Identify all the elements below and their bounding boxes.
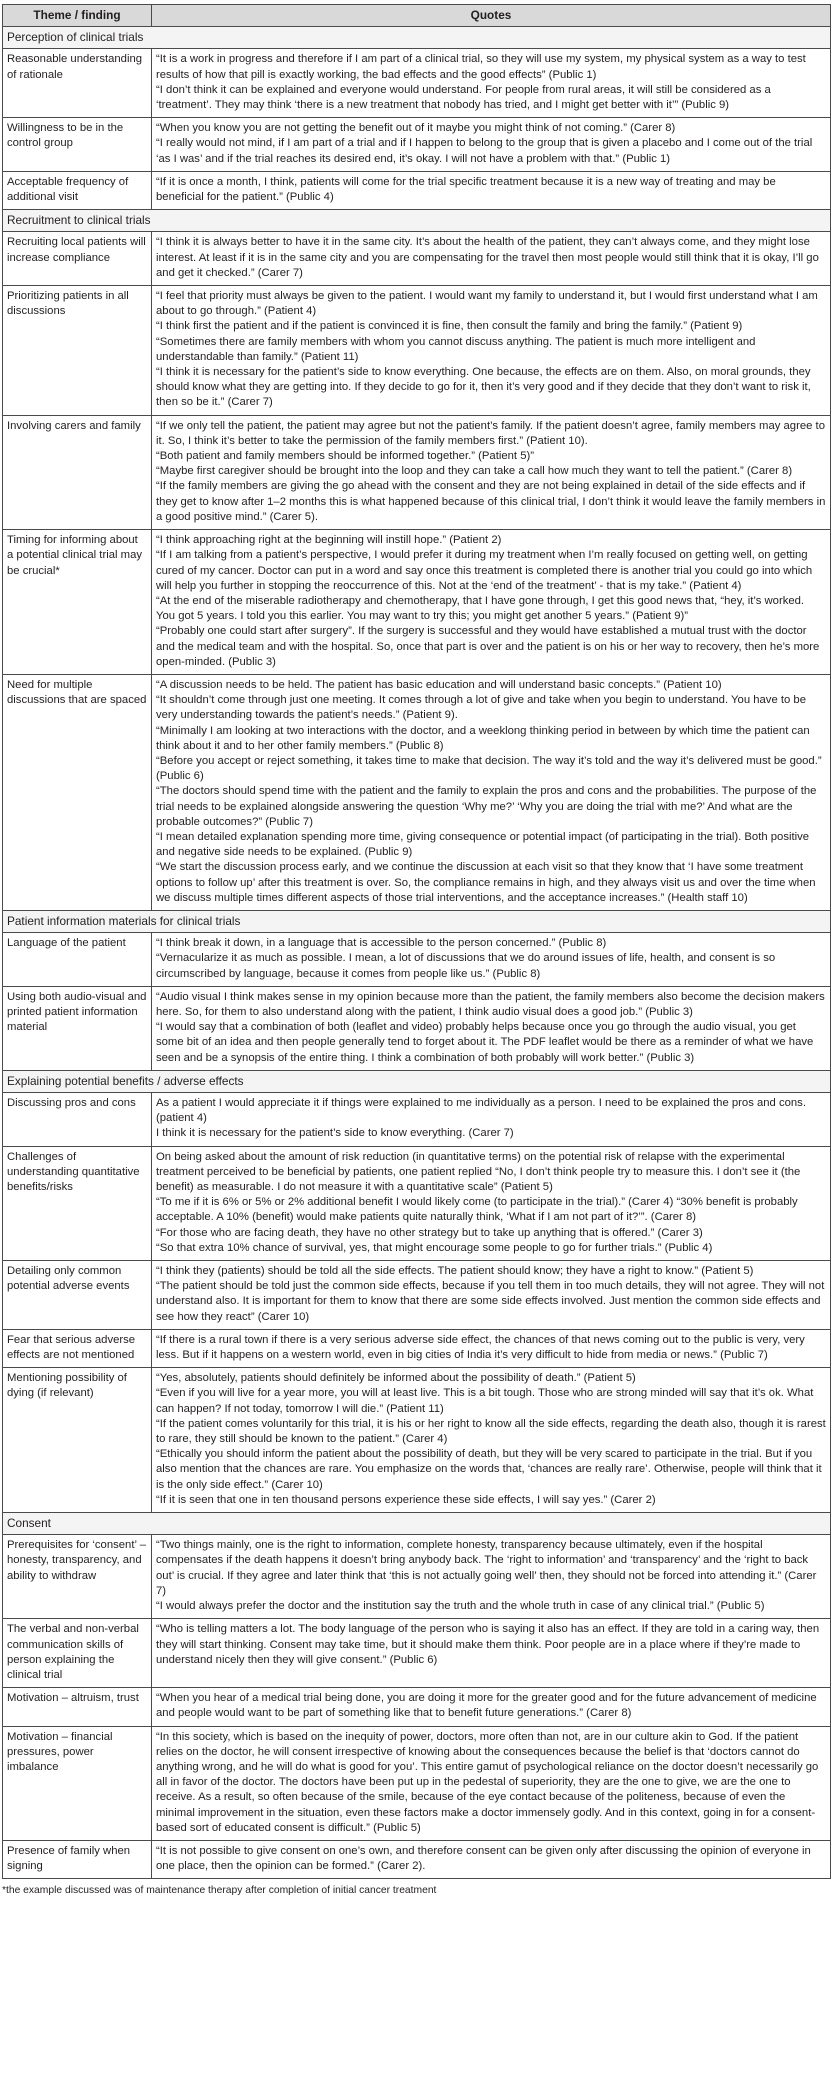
quote: “Yes, absolutely, patients should definitely be informed about the possibility of death.” (Patient 5): [156, 1372, 636, 1385]
table-row: [3, 1146, 831, 1260]
quotes-cell: [152, 674, 831, 910]
quote: “A discussion needs to be held. The patient has basic education and will understand basic concepts.” (Patient 10): [156, 678, 722, 691]
quote: “Vernacularize it as much as possible. I mean, a lot of discussions that we do around issues of life, health, and consent is so circumscribed by language, because it comes from people like us.” (Public 8): [156, 952, 776, 980]
table-row: [3, 1726, 831, 1840]
quotes-cell: [152, 986, 831, 1070]
theme-cell: Prioritizing patients in all discussions: [3, 286, 152, 416]
quote: “I think break it down, in a language that is accessible to the person concerned.” (Public 8): [156, 937, 607, 950]
theme-cell: Motivation – altruism, trust: [3, 1688, 152, 1726]
quote: “If we only tell the patient, the patient may agree but not the patient’s family. If the patient doesn’t agree, family members may agree to it. So, I think it’s better to take the permission of the family members first.” (Patient 10).: [156, 419, 825, 447]
table-row: [3, 286, 831, 416]
theme-cell: Involving carers and family: [3, 415, 152, 529]
quote: “To me if it is 6% or 5% or 2% additional benefit I would likely come (to participate in the trial).” (Carer 4) “30% benefit is probably acceptable. A 10% (benefit) would make patients quite naturally think, ‘What if I am not part of it?’”. (Carer 8): [156, 1196, 798, 1224]
theme-cell: Recruiting local patients will increase compliance: [3, 232, 152, 286]
table-body: [3, 27, 831, 1879]
table-row: [3, 530, 831, 675]
theme-cell: Willingness to be in the control group: [3, 118, 152, 172]
quote: “We start the discussion process early, and we continue the discussion at each visit so that they know that ‘I have some treatment options to follow up’ after this treatment is over. So, the compliance remains in high, and they always visit us and over the time when we discuss multiple times different aspects of those trial interventions, and the acceptance increases.” (Health staff 10): [156, 861, 816, 904]
quote: “If I am talking from a patient’s perspective, I would prefer it during my treatment when I’m really focused on getting well, on getting cured of my cancer. Doctor can put in a word and say once this treatment is completed there is another trial you could go into which will help you further in stopping the reoccurrence of this. Not at the ‘end of the treatment’ - that is my take.” (Patient 4): [156, 549, 813, 592]
header-theme: Theme / finding: [3, 5, 152, 27]
quotes-cell: [152, 933, 831, 987]
quotes-cell: [152, 118, 831, 172]
theme-cell: Presence of family when signing: [3, 1840, 152, 1878]
quote: “When you hear of a medical trial being done, you are doing it more for the greater good and for the future advancement of medicine and people would want to be part of something like that to benefit future generations.” (Carer 8): [156, 1692, 817, 1720]
table-row: [3, 415, 831, 529]
theme-cell: Need for multiple discussions that are spaced: [3, 674, 152, 910]
quotes-cell: [152, 1726, 831, 1840]
theme-cell: Challenges of understanding quantitative benefits/risks: [3, 1146, 152, 1260]
quote: “I think it is necessary for the patient’s side to know everything. One because, the effects are on them. Also, on moral grounds, they should know what they are getting into. If they decide to go for it, then it’s very good and if they decide that they don’t want to risk it, then so be it.” (Carer 7): [156, 366, 811, 409]
quotes-cell: [152, 171, 831, 209]
quote: “Maybe first caregiver should be brought into the loop and they can take a call how much they want to tell the patient.” (Carer 8): [156, 465, 793, 478]
section-row: [3, 1513, 831, 1535]
quotes-cell: [152, 415, 831, 529]
quote: “I think it is always better to have it in the same city. It’s about the health of the patient, they can’t always come, and they might lose interest. At least if it is in the same city and you are compensating for the travel then most people would still think that it is okay, I’ll go and get it checked.” (Carer 7): [156, 236, 819, 279]
table-row: [3, 1093, 831, 1147]
section-title: Explaining potential benefits / adverse effects: [3, 1070, 831, 1092]
section-row: [3, 210, 831, 232]
theme-cell: The verbal and non-verbal communication skills of person explaining the clinical trial: [3, 1619, 152, 1688]
table-row: [3, 1261, 831, 1330]
quote: “If the family members are giving the go ahead with the consent and they are not being explained in detail of the side effects and if they get to know after 1–2 months this is what happened because of this clinical trial, I don’t think it would leave the family members in a good positive mind.” (Carer 5).: [156, 480, 826, 523]
theme-cell: Detailing only common potential adverse events: [3, 1261, 152, 1330]
quote: “Even if you will live for a year more, you will at least live. This is a bit tough. Those who are strong minded will say that it’s ok. What can happen? If not today, tomorrow I will die.” (Patient 11): [156, 1387, 814, 1415]
quote: “In this society, which is based on the inequity of power, doctors, more often than not, are in our culture akin to God. If the patient relies on the doctor, he will consent irrespective of knowing about the consequences because the belief is that ‘doctors cannot do anything wrong, and he will do what is good for you’. This entire gamut of psychological reliance on the doctor doesn’t necessarily go all in favor of the doctor. The doctors have been put up in the pedestal of superiority, they are the one to give, we are the one to receive. As a result, so often because of the smile, because of the eye contact because of the politeness, because of even the minimal improvement in the situation, even these factors make a doctor immensely godly. And in this context, going in for a consent-based sort of educated consent is difficult.” (Public 5): [156, 1730, 819, 1834]
quotes-cell: [152, 1368, 831, 1513]
theme-cell: Prerequisites for ‘consent’ – honesty, transparency, and ability to withdraw: [3, 1535, 152, 1619]
quotes-cell: [152, 1688, 831, 1726]
quote: “Ethically you should inform the patient about the possibility of death, but they will be very scared to participate in the trial. But if you also mention that the chances are rare. You emphasize on the words that, ‘chances are really rare’. Otherwise, people will think that it is the only side effect.” (Carer 10): [156, 1448, 822, 1491]
themes-quotes-table: [2, 4, 831, 1879]
table-row: [3, 171, 831, 209]
quote: “Probably one could start after surgery”. If the surgery is successful and they would have established a mutual trust with the doctor and the medical team and with the hospital. So, once that part is over and the patient is on his or her way to recovery, then he’s more open-minded. (Public 3): [156, 625, 820, 668]
section-title: Consent: [3, 1513, 831, 1535]
table-row: [3, 49, 831, 118]
table-header: [3, 5, 831, 27]
theme-cell: Acceptable frequency of additional visit: [3, 171, 152, 209]
quote: “I feel that priority must always be given to the patient. I would want my family to understand it, but I would first understand what I am about to go through.” (Patient 4): [156, 290, 818, 318]
quote: “At the end of the miserable radiotherapy and chemotherapy, that I have gone through, I get this good news that, “hey, it’s worked. You got 5 years. I told you this earlier. You may want to try this; you might get another 5 years.” (Patient 9)”: [156, 594, 805, 623]
quote: As a patient I would appreciate it if things were explained to me individually as a person. I need to be explained the pros and cons. (patient 4): [156, 1097, 806, 1125]
quote: “I mean detailed explanation spending more time, giving consequence or potential impact (of participating in the trial). Both positive and negative side needs to be explained. (Public 9): [156, 830, 810, 859]
theme-cell: Mentioning possibility of dying (if relevant): [3, 1368, 152, 1513]
theme-cell: Motivation – financial pressures, power imbalance: [3, 1726, 152, 1840]
quote: “I think approaching right at the beginning will instill hope.” (Patient 2): [156, 534, 502, 547]
section-title: Perception of clinical trials: [3, 27, 831, 49]
quote: “It is not possible to give consent on one’s own, and therefore consent can be given only after discussing the opinion of everyone in one place, then the opinion can be formed.” (Carer 2).: [156, 1844, 811, 1873]
quote: I think it is necessary for the patient’s side to know everything. (Carer 7): [156, 1127, 514, 1140]
quotes-cell: [152, 1329, 831, 1367]
quotes-cell: [152, 1619, 831, 1688]
quote: “Both patient and family members should be informed together.” (Patient 5)”: [156, 450, 535, 463]
quote: “The patient should be told just the common side effects, because if you tell them in too much details, they will not agree. They will not understand also. It is important for them to know that there are some side effects involved. Just mention the common side effects and see how they react” (Carer 10): [156, 1280, 825, 1323]
quote: “I think they (patients) should be told all the side effects. The patient should know; they have a right to know.” (Patient 5): [156, 1265, 754, 1278]
table-row: [3, 1840, 831, 1878]
quote: “Sometimes there are family members with whom you cannot discuss anything. The patient is much more intelligent and understandable than family.” (Patient 11): [156, 335, 756, 363]
table-row: [3, 232, 831, 286]
table-row: [3, 1368, 831, 1513]
table-row: [3, 986, 831, 1070]
quotes-cell: [152, 1840, 831, 1878]
header-row: [3, 5, 831, 27]
table-row: [3, 118, 831, 172]
quote: “For those who are facing death, they have no other strategy but to take up anything that is offered.” (Carer 3): [156, 1226, 703, 1239]
theme-cell: Timing for informing about a potential clinical trial may be crucial*: [3, 530, 152, 675]
quotes-cell: [152, 1146, 831, 1260]
table-row: [3, 1688, 831, 1726]
quote: “Minimally I am looking at two interactions with the doctor, and a weeklong thinking period in between by which time the patient can think about it and to her other family members.” (Public 8): [156, 724, 810, 752]
table-row: [3, 674, 831, 910]
quotes-cell: [152, 1535, 831, 1619]
quote: “The doctors should spend time with the patient and the family to explain the pros and cons and the probabilities. The purpose of the trial needs to be explained alongside answering the question ‘Why me?’ ‘Why you are doing the trial with me?’ And what are the probable outcomes?” (Public 7): [156, 785, 817, 828]
table-row: [3, 933, 831, 987]
quote: “I would say that a combination of both (leaflet and video) probably helps because once you go through the audio visual, you get some bit of an idea and then people generally tend to forget about it. The PDF leaflet would be there as a reminder of what we have seen and be a synopsis of the entire thing. I think a combination of both probably will work better.” (Public 3): [156, 1021, 814, 1064]
quote: “When you know you are not getting the benefit out of it maybe you might think of not coming.” (Carer 8): [156, 122, 676, 135]
section-row: [3, 1070, 831, 1092]
quote: “Two things mainly, one is the right to information, complete honesty, transparency because ultimately, even if the hospital compensates if the death happens it doesn’t bring anybody back. The ‘right to information’ and ‘transparency’ and the ‘right to back out’ is crucial. If they agree and later think that ‘this is not actually going well’ then, they should not be forced into attending it.” (Carer 7): [156, 1539, 817, 1597]
quotes-cell: [152, 530, 831, 675]
section-title: Patient information materials for clinical trials: [3, 910, 831, 932]
quotes-cell: [152, 49, 831, 118]
section-row: [3, 27, 831, 49]
section-row: [3, 910, 831, 932]
theme-cell: Language of the patient: [3, 933, 152, 987]
quote: “If it is once a month, I think, patients will come for the trial specific treatment because it is a new way of treating and may be beneficial for the patient.” (Public 4): [156, 175, 776, 204]
quote: “I would always prefer the doctor and the institution say the truth and the whole truth in case of any clinical trial.” (Public 5): [156, 1600, 765, 1613]
section-title: Recruitment to clinical trials: [3, 210, 831, 232]
quote: “Audio visual I think makes sense in my opinion because more than the patient, the family members also become the decision makers here. So, for them to also understand along with the patient, I think audio visual does a good job.” (Public 3): [156, 990, 825, 1018]
header-quotes: Quotes: [152, 5, 831, 27]
quote: “Who is telling matters a lot. The body language of the person who is saying it also has an effect. If they are told in a caring way, then they will start thinking. Consent may take time, but it should make them think. Poor people are in a place where if they’re made to understand nicely then they will give consent.” (Public 6): [156, 1623, 820, 1666]
quote: On being asked about the amount of risk reduction (in quantitative terms) on the potential risk of relapse with the experimental treatment perceived to be beneficial by patients, one patient replied “No, I don’t think people try to measure this. I don’t see it (the benefit) as measurable. I do not measure it with a quantitative scale” (Patient 5): [156, 1150, 801, 1194]
table-row: [3, 1329, 831, 1367]
theme-cell: Discussing pros and cons: [3, 1093, 152, 1147]
quote: “I really would not mind, if I am part of a trial and if I happen to belong to the group that is given a placebo and I come out of the trial ‘as I was’ and if the trial reaches its desired end, it’s okay. I will not have a problem with that.” (Public 1): [156, 137, 813, 165]
quote: “So that extra 10% chance of survival, yes, that might encourage some people to go for further trials.” (Public 4): [156, 1241, 713, 1254]
quote: “Before you accept or reject something, it takes time to make that decision. The way it’s told and the way it’s delivered must be good.” (Public 6): [156, 754, 822, 783]
quotes-cell: [152, 286, 831, 416]
quote: “If the patient comes voluntarily for this trial, it is his or her right to know all the side effects, regarding the death also, though it is rarest to rare, they still should be known to the patient.” (Carer 4): [156, 1417, 826, 1446]
footnote: *the example discussed was of maintenance therapy after completion of initial cancer treatment: [2, 1885, 437, 1897]
table-row: [3, 1619, 831, 1688]
table-row: [3, 1535, 831, 1619]
quote: “If it is seen that one in ten thousand persons experience these side effects, I will say yes.” (Carer 2): [156, 1493, 656, 1506]
theme-cell: Using both audio-visual and printed patient information material: [3, 986, 152, 1070]
theme-cell: Fear that serious adverse effects are not mentioned: [3, 1329, 152, 1367]
quotes-cell: [152, 1093, 831, 1147]
theme-cell: Reasonable understanding of rationale: [3, 49, 152, 118]
quote: “It shouldn’t come through just one meeting. It comes through a lot of give and take when you begin to understand. You have to be very understanding towards the patient’s needs.” (Patient 9).: [156, 694, 807, 722]
quotes-cell: [152, 1261, 831, 1330]
quote: “It is a work in progress and therefore if I am part of a clinical trial, so they will use my system, my physical system as a way to test results of how that pill is exactly working, the bad effects and the good effects” (Public 1): [156, 53, 806, 81]
quote: “I don’t think it can be explained and everyone would understand. For people from rural areas, it will still be considered as a ‘treatment’. They may think ‘there is a new treatment that nobody has tried, and I might get better with it’” (Public 9): [156, 83, 771, 112]
quote: “If there is a rural town if there is a very serious adverse side effect, the chances of that news coming out to the public is very, very less. But if it happens on a western world, even in big cities of India it’s very difficult to hide from media or news.” (Public 7): [156, 1333, 805, 1362]
quote: “I think first the patient and if the patient is convinced it is fine, then consult the family and bring the family.” (Patient 9): [156, 320, 743, 333]
quotes-cell: [152, 232, 831, 286]
